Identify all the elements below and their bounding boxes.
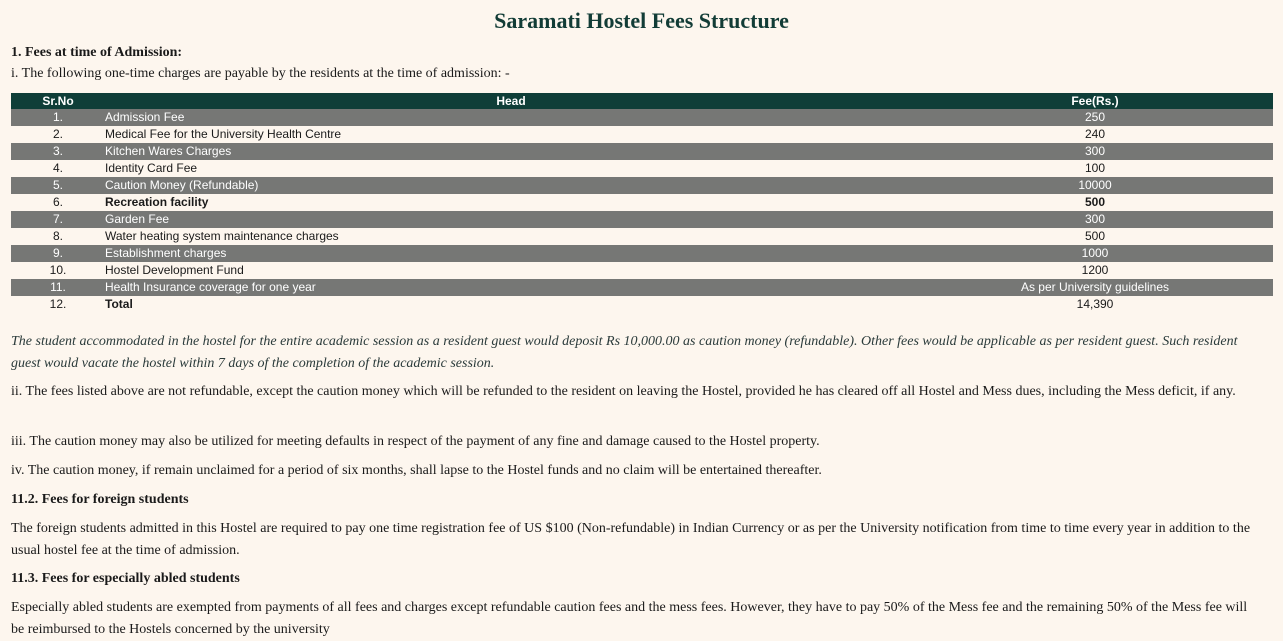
- table-row: [11, 109, 1273, 126]
- row-head: Admission Fee: [105, 109, 917, 126]
- row-number: 1.: [11, 109, 105, 126]
- clause-ii: ii. The fees listed above are not refundable, except the caution money which will be refunded to the resident on leaving the Hostel, provided he has cleared off all Hostel and Mess dues, including the Mess deficit, if any.: [11, 384, 1236, 399]
- row-number: 8.: [52, 229, 63, 243]
- row-number: 3.: [11, 143, 105, 160]
- table-row: [11, 126, 1273, 143]
- row-head: Medical Fee for the University Health Centre: [105, 127, 342, 141]
- column-header-head: Head: [105, 93, 917, 109]
- clause-iii: iii. The caution money may also be utilized for meeting defaults in respect of the payment of any fine and damage caused to the Hostel property.: [11, 434, 820, 449]
- row-number: 11.: [11, 279, 105, 296]
- row-fee: 240: [1084, 127, 1106, 141]
- row-fee: 300: [917, 143, 1273, 160]
- row-fee: 14,390: [1076, 297, 1114, 311]
- fees-table: [11, 93, 1273, 313]
- row-number: 7.: [11, 211, 105, 228]
- row-fee: 10000: [917, 177, 1273, 194]
- clause-iv: iv. The caution money, if remain unclaimed for a period of six months, shall lapse to the Hostel funds and no claim will be entertained thereafter.: [11, 463, 822, 478]
- row-head: Kitchen Wares Charges: [105, 143, 917, 160]
- table-row: [11, 262, 1273, 279]
- table-row: [11, 194, 1273, 211]
- row-fee: 300: [917, 211, 1273, 228]
- page-title: Saramati Hostel Fees Structure: [494, 8, 789, 33]
- table-row: [11, 245, 1273, 262]
- row-fee: 1000: [917, 245, 1273, 262]
- table-header-row: [11, 93, 1273, 109]
- section-heading-abled: 11.3. Fees for especially abled students: [11, 571, 240, 586]
- section-heading-foreign: 11.2. Fees for foreign students: [11, 492, 189, 507]
- table-row: [11, 228, 1273, 245]
- row-head: Caution Money (Refundable): [105, 177, 917, 194]
- table-row: [11, 143, 1273, 160]
- row-number: 2.: [52, 127, 63, 141]
- table-row-total: [11, 296, 1273, 313]
- foreign-fees-text: The foreign students admitted in this Hostel are required to pay one time registration fee of US $100 (Non-refundable) in Indian Currency or as per the University notification from time to time every year in addition to the usual hostel fee at the time of admission.: [11, 521, 1251, 558]
- column-header-fee: Fee(Rs.): [917, 93, 1273, 109]
- row-head: Garden Fee: [105, 211, 917, 228]
- row-head: Total: [105, 297, 133, 311]
- abled-fees-text: Especially abled students are exempted from payments of all fees and charges except refundable caution fees and the mess fees. However, they have to pay 50% of the Mess fee and the remaining 50% of the Mess fee will be reimbursed to the Hostels concerned by the university: [11, 600, 1248, 637]
- row-head: Water heating system maintenance charges: [105, 229, 339, 243]
- row-number: 10.: [49, 263, 67, 277]
- row-fee: 500: [1084, 229, 1106, 243]
- table-row: [11, 160, 1273, 177]
- row-fee: 100: [1084, 161, 1106, 175]
- resident-guest-note: The student accommodated in the hostel for the entire academic session as a resident guest would deposit Rs 10,000.00 as caution money (refundable). Other fees would be applicable as per resident guest. Such resident guest would vacate the hostel within 7 days of the completion of the academic session.: [11, 334, 1238, 371]
- admission-intro: i. The following one-time charges are payable by the residents at the time of admission: -: [11, 66, 510, 81]
- row-head: Recreation facility: [105, 195, 209, 209]
- row-number: 6.: [52, 195, 63, 209]
- row-head: Establishment charges: [105, 245, 917, 262]
- row-number: 9.: [11, 245, 105, 262]
- row-head: Health Insurance coverage for one year: [105, 279, 917, 296]
- row-head: Identity Card Fee: [105, 161, 198, 175]
- row-fee: 1200: [1081, 263, 1109, 277]
- row-fee: 250: [917, 109, 1273, 126]
- table-row: [11, 279, 1273, 296]
- row-fee: As per University guidelines: [917, 279, 1273, 296]
- row-number: 12.: [49, 297, 67, 311]
- table-row: [11, 211, 1273, 228]
- row-head: Hostel Development Fund: [105, 263, 244, 277]
- row-fee: 500: [1084, 195, 1106, 209]
- row-number: 5.: [11, 177, 105, 194]
- row-number: 4.: [52, 161, 63, 175]
- table-row: [11, 177, 1273, 194]
- section-heading-admission: 1. Fees at time of Admission:: [11, 45, 183, 60]
- column-header-srno: Sr.No: [11, 93, 105, 109]
